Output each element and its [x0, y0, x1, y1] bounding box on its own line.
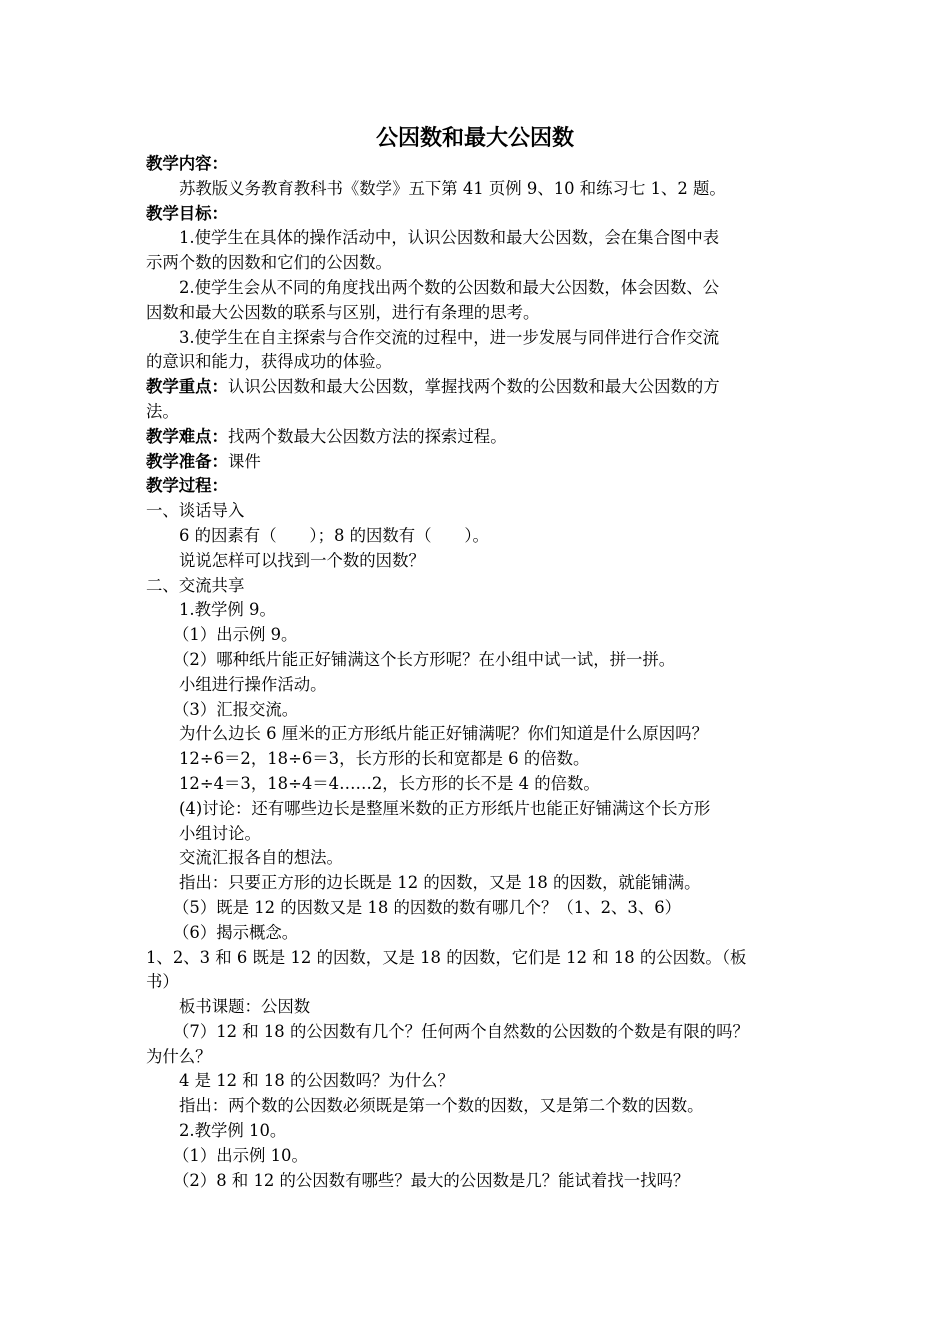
section-2-line-17a: （7）12 和 18 的公因数有几个？任何两个自然数的公因数的个数是有限的吗？: [173, 1021, 749, 1041]
section-2-line-2: （1）出示例 9。: [173, 625, 298, 645]
section-2-line-18: 4 是 12 和 18 的公因数吗？为什么？: [179, 1071, 454, 1091]
section-2-line-22: （2）8 和 12 的公因数有哪些？最大的公因数是几？能试着找一找吗？: [173, 1170, 690, 1190]
key-points-line-1: [146, 375, 814, 400]
goal-3-line-1: 3.使学生在自主探索与合作交流的过程中，进一步发展与同伴进行合作交流: [179, 327, 720, 347]
section-2-line-10: 小组讨论。: [179, 823, 261, 843]
section-2-line-15a: 1、2、3 和 6 既是 12 的因数，又是 18 的因数，它们是 12 和 18 的公因数。（板: [146, 947, 747, 967]
difficulty-heading: 教学难点：: [146, 426, 228, 446]
section-2-title: 二、交流共享: [146, 575, 245, 595]
section-2-line-1: 1.教学例 9。: [179, 600, 276, 620]
difficulty-text: 找两个数最大公因数方法的探索过程。: [227, 426, 507, 446]
content-heading: 教学内容：: [146, 154, 228, 173]
section-2-line-4: 小组进行操作活动。: [179, 674, 327, 694]
difficulty-line: [146, 425, 814, 450]
goal-2-line-1: 2.使学生会从不同的角度找出两个数的公因数和最大公因数，体会因数、公: [179, 277, 720, 297]
section-2-line-9: (4)讨论：还有哪些边长是整厘米数的正方形纸片也能正好铺满这个长方形: [179, 798, 711, 818]
section-2-line-16: 板书课题：公因数: [179, 997, 311, 1017]
preparation-heading: 教学准备：: [146, 451, 228, 471]
section-2-line-13: （5）既是 12 的因数又是 18 的因数的数有哪几个？（1、2、3、6）: [173, 897, 682, 917]
content-text: 苏教版义务教育教科书《数学》五下第 41 页例 9、10 和练习七 1、2 题。: [179, 178, 726, 198]
key-points-line-2: 法。: [146, 401, 179, 421]
page-title: 公因数和最大公因数: [375, 126, 574, 151]
section-2-line-3: （2）哪种纸片能正好铺满这个长方形呢？在小组中试一试，拼一拼。: [173, 649, 676, 669]
section-2-line-8: 12÷4＝3，18÷4＝4……2，长方形的长不是 4 的倍数。: [179, 773, 600, 793]
section-2-line-6: 为什么边长 6 厘米的正方形纸片能正好铺满呢？你们知道是什么原因吗？: [179, 724, 708, 744]
goal-1-line-1: 1.使学生在具体的操作活动中，认识公因数和最大公因数，会在集合图中表: [179, 228, 720, 248]
preparation-text: 课件: [227, 451, 261, 471]
section-2-line-7: 12÷6＝2，18÷6＝3，长方形的长和宽都是 6 的倍数。: [179, 749, 590, 769]
document-body: [146, 152, 814, 1193]
section-1-line-2: 说说怎样可以找到一个数的因数？: [179, 550, 425, 570]
key-points-heading: 教学重点：: [146, 377, 228, 397]
goal-1-line-2: 示两个数的因数和它们的公因数。: [146, 253, 392, 273]
section-2-line-11: 交流汇报各自的想法。: [179, 848, 343, 868]
goals-heading: 教学目标：: [146, 203, 228, 223]
section-2-line-19: 指出：两个数的公因数必须既是第一个数的因数，又是第二个数的因数。: [179, 1096, 704, 1116]
section-2-line-14: （6）揭示概念。: [173, 922, 299, 942]
process-heading: 教学过程：: [146, 476, 228, 496]
section-2-line-5: （3）汇报交流。: [173, 699, 299, 719]
section-2-line-12: 指出：只要正方形的边长既是 12 的因数，又是 18 的因数，就能铺满。: [179, 873, 701, 893]
preparation-line: [146, 450, 814, 475]
goal-3-line-2: 的意识和能力，获得成功的体验。: [146, 352, 392, 372]
section-2-line-15b: 书）: [146, 972, 179, 992]
key-points-text: 认识公因数和最大公因数，掌握找两个数的公因数和最大公因数的方: [227, 377, 720, 397]
section-2-line-20: 2.教学例 10。: [179, 1121, 287, 1141]
section-2-line-17b: 为什么？: [146, 1046, 212, 1066]
goal-2-line-2: 因数和最大公因数的联系与区别，进行有条理的思考。: [146, 302, 540, 322]
section-2-line-21: （1）出示例 10。: [173, 1145, 308, 1165]
section-1-line-1: 6 的因素有（ ）；8 的因数有（ ）。: [179, 525, 489, 545]
section-1-title: 一、谈话导入: [146, 501, 245, 521]
